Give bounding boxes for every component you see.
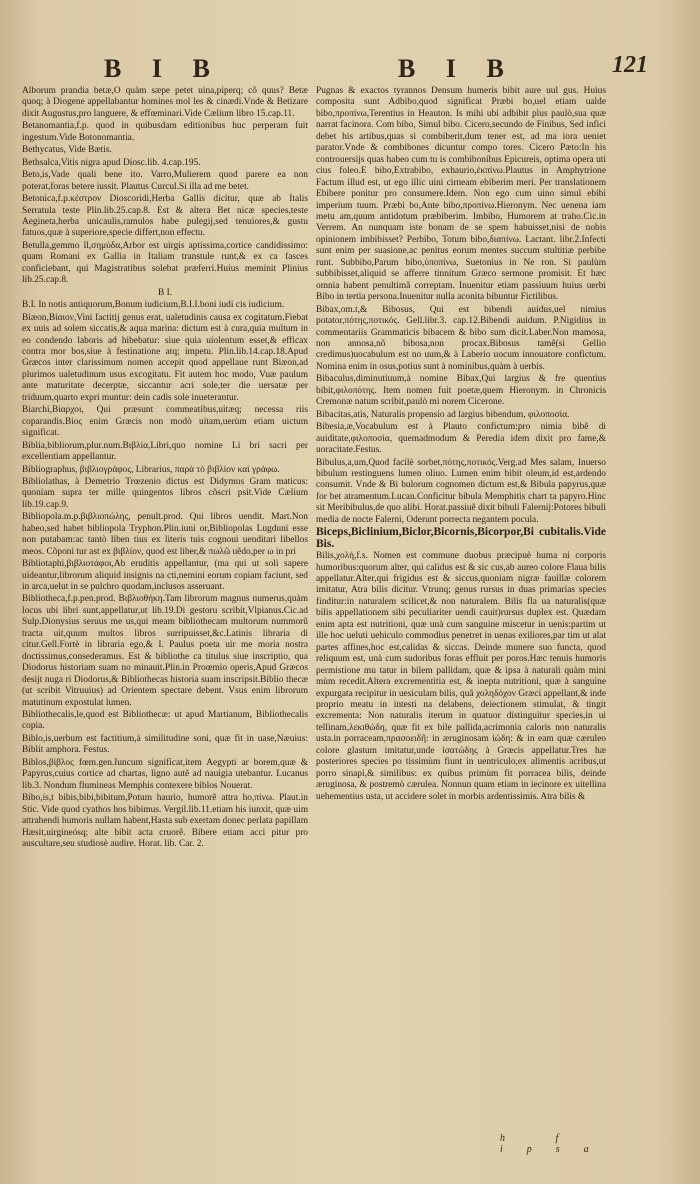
entry: Bibliolathas, à Demetrio Trœzenio dictus est Didymus Gram maticus: quoniam supra ter mille quingentos libros cõscri psit.Vide Cælium lib.19.cap.9. <box>22 476 308 510</box>
entry: Bibliothecalis,le,quod est Bibliothecæ: ut apud Martianum, Bibliothecalis copia. <box>22 710 308 732</box>
entry: Biblia,bibliorum,plur.num.Βιβλία,Libri,quo nomine Li bri sacri per excellentiam appellantur. <box>22 440 308 463</box>
entry: Betanomantia,f.p. quod in quibusdam editionibus huc perperam fuit ingestum.Vide Botonomantia. <box>22 121 308 143</box>
running-head-left: B I B <box>104 54 222 83</box>
entry: B.I. In notis antiquorum,Bonum iudicium,B.I.I.boni iudi cis iudicium. <box>22 300 285 311</box>
entry: Bibax,om.t,& Bibosus, Qui est bibendi auidus,uel nimius potator,πότης,ποτικός. Gell.libr.3. cap.12.Bibendi auidum. P.Nigidius in commentariis Grammaticis bibacem & bibo sum dicit.Laber.Non mamosa, non annosa,nõ bibosa,non procax.Bibosus tamẽ(si Gellio credimus)uocabulum est no uum,& à Laberio uocum innouatore confictum. Nomina enim in osus,potius sunt à nominibus,quàm à uerbis. <box>316 304 606 372</box>
entry: Biblo,is,uerbum est factitium,à similitudine soni, quæ fit in uase,Næuius: Biblit amphora. Festus. <box>22 733 308 756</box>
signature-catchword: h f ipsa <box>500 1133 613 1155</box>
running-head-right: B I B <box>398 54 516 83</box>
right-column <box>316 86 606 804</box>
entry: Bibliotheca,f.p.pen.prod. Βιβλιοθήκη.Tam librorum magnus numerus,quàm locus ubi libri sunt,appellatur,ut lib.19.Di gestoru scribit,Vlpianus.Cic.ad Sulp.Dionysius seruus me us,qui meam bibliothecam multorum nummorũ tracta uit,quum multos libros surripuisset,&c.Latinis libraria di citur.Gell.Fortè in libraria ego,& I. Paulus poeta uir me moria nostra doctissimus,consederamus. Est & bibliothe ca titulus siue inscriptio, qua Diodorus historiam suam no minauit.Plin.in Proœmio operis,Apud Græcos desijt nuga ri Diodorus,& Bibliothecas historia suam inscripsit.Biblio thecæ (ut scribit Vitruuius) ad Orientem spectare debent. Vsus enim librorum matutinum expostulat lumen. <box>22 594 308 708</box>
entry: Bibliographus, βιβλιογράφος, Librarius, παρὰ τὸ βιβλίον καὶ γράφω. <box>22 464 280 475</box>
entry: Biarchi,Βίαρχοι, Qui præsunt commeatibus,uitæq; necessa riis coparandis.Βίος enim Græcis non modò uitam,uerùm etiam uictum significat. <box>22 405 308 439</box>
entry: Betulla,gemmo ll,σημύδα,Arbor est uirgis aptissima,cortice candidissimo: quam Romani ex Gallia in Italiam transtule runt,& ex ca fasces conficiebant, qui Magistratibus solebat præferri.Huius meminit Plinius lib.25.cap.8. <box>22 240 308 286</box>
entry: Bilis,χολή,f.s. Nomen est commune duobus præcipuè huma ni corporis humoribus:quorum alter, qui calidus est & sic cus,ab aureo colore Flaua bilis appellatur.Alter,qui frigidus est & siccus,quoniam nigræ fauillæ colorem imitatur, Atra bilis dicitur. Vtrunq; genus rursus in duas primarias species finditur:in naturalem scilicet,& non naturalem. Bilis fla ua naturalis(quæ bilis appellationem sibi peculiariter uendi cauit)rursus duplex est. Quædam enim apta est nutritioni, quæ unà cum sanguine miscetur in uenis:partim ut ille hoc ueluti uehiculo commodius penetret in uenas exiliores,par tim ut alat partes affines,hoc est,calidas & siccas. Deinde munere suo functa, quod reliquum est, unà cum sudoribus foras effluit per poros.Hæc tenuis humoris permistione mu tatur in bilem pallidam, quæ & ipsa à naturali quàm mini mùm recedit.Altera excrementitia est, & inepta nutritioni, quæ à sanguine expurgata recipitur in uesiculam bilis, quã χοληδόχον Græci appellant,& inde proprio meatu in intesti na delabens, deiectionem stimulat, & tingit excrementa: Non naturalis iterum in quatuor distinguitur species,in ui tellinam,λεκιθώδη, quæ fit ex bile pallida,acrimonia caloris non naturalis usta.in porraceam,πρασοειδῆ: in æruginosam ἰώδη: & in eam quæ cæruleo colore glastum imitatur,unde ἰσατώδης à Græcis appellatur.Tres hæ posteriores species po tissimùm fiunt in uentriculo,ex alimentis acribus,ut porro sinapi,& similibus: ex quibus primùm fit porracea bilis, deinde æruginosa, & postremò cærulea. Nonnun quam etiam in iecinore ex uitellina uehementius usta, ut accidere solet in morbis ardentissimis. Atra bilis & <box>316 551 607 802</box>
left-column <box>22 86 308 851</box>
entry: Bibulus,a,um,Quod facilè sorbet,πότης,ποτικός.Verg.ad Mes salam, Inuerso bibulum restinguens lumen oliuo. Lumen enim bibit oleum,id est,ardendo consumit. Vnde & Bi bulorum cognomen dictum est,& Bibula papyrus,quæ for bet atramentum.Lucan.Conficitur bibula Memphitis chart ta papyro.Hinc sit Meribibulus,de quo alibi. Horat.passiuẽ dixit bibuli Falernij:Potores bibuli media de nocte Falerni, Oderunt porrecta negantem pocula. <box>316 457 606 525</box>
entry: Biblos,βίβλος fœm.gen.Iuncum significat,item Aegypti ar borem,quæ & Papyrus,cuius cortice ad chartas, ligno autẽ ad nauigia utebantur. Lucanus lib.3. Nondum flumineas Memphis contexere biblos Nouerat. <box>22 757 308 791</box>
entry: Bibliopola.m.p.βιβλιοπώλης, penult.prod. Qui libros uendit. Mart.Non habeo,sed habet bibliopola Tryphon.Plin.iuni or,Bibliopolas Lugduni esse non putabam:ac tantò liben tius ex literis tuis cognoui uenditari libellos meos. Cõponi tur ast ex βιβλίον, quod est liber,& πωλῶ uẽdo,per ω in pri <box>22 512 308 557</box>
entry: Bibaculus,diminutiuum,à nomine Bibax,Qui largius & fre quentius bibit,φιλοπότης. Item nomen fuit poetæ,quem Hieronym. in Chronicis Cremonæ natum scribit,paulò mi norem Cicerone. <box>316 374 606 408</box>
entry: Bethsalca,Vitis nigra apud Diosc.lib. 4.cap.195. <box>22 157 201 168</box>
entry: Biæon,Βίαιον,Vini factitij genus erat, ualetudinis causa ex cogitatum.Fiebat ex uuis ad solem siccatis,& aqua marina: dictum est à cura,quia multum in eo condendo laboris ad hibebatur: siue quia uiolentum esset,& efficax contra mor bos,siue à festinatione atq; impetu. Plin.lib.14.cap.18.Apud Græcos inter clarissimum nomen accepit quod appellaue runt Biæon,ad plurimos ualetudinum usus excogitatu. Fit autem hoc modo, Vuæ paulum ante maturitate decerptæ, siccantur acri sole,ter die uersatæ per triduum,quarto expri muntur: dein cadis sole inueterantur. <box>22 312 308 403</box>
entry: Beto,is,Vade quali bene ito. Varro,Mulierem quod parere ea non poterat,foras betere iussit. Plautus Curcul.Si illa ad me betet. <box>22 170 308 192</box>
entry: Bibesia,æ,Vocabulum est à Plauto confictum:pro nimia bibẽ di auiditate,φιλοποσία, quemadmodum & Peredia idem dixit pro fame,& uoracitate.Festus. <box>316 422 606 456</box>
entry: Bethycatus, Vide Bætis. <box>22 145 112 156</box>
entry: Betonica,f.p.κέστρον Dioscoridi,Herba Gallis dicitur, quæ ab Italis Serratula teste Plin.lib.25.cap.8. Est & altera Bet nicæ species,teste Aegineta,herba unicaulis,ramulos habe pulegij,sed tenuiores,& gustu fatuos,quæ à superiore,specie differt,non effectu. <box>22 194 308 239</box>
entry: Pugnas & exactos tyrannos Densum humeris bibit aure uul gus. Huius composita sunt Adbibo,quod significat Præbi bo,uel etiam ualde bibo,προπίνω,Terentius in Heauton. Is mihi ubi adbibit plus paulò,sua quæ narrat facinora. Com bibo, Simul bibo. Cicero,secundo de Finibus, Sed infici debet his artibus,quas si combiberit,dum tener est, ad ma iora ueniet parator.Vnde & combibones dicuntur compo tores. Cicero Pæto:In his controuersijs quas habeo cum tu is combibonibus Epicureis, optima opera uti cius foleo.E bibo,Extrabibo, exhaurio,ἐκπίνω.Plautus in Amphytrione Factum illud est, ut ego illic uini cirneam ebiberim meri. Per translationem Ebibere ponitur pro consumere.Idem. Non ego cum uino simul ebibi imperium tuum. Præbi bo,Ante bibo,προπίνω.Hieronym. Nec uenena iam metu am,quum antidotum præbiberim. Imbibo, Humorem at traho.Cic.in Verrem. An nunquam iste bonam de se spem habuisset,nisi de nobis opinionem imbibisset? Perbibo, Totum bibo,διαπίνω. Lactant. libr.2.Infecti sunt enim per suasione,ac penitus eorum mentes succum stultitiæ perbibe runt. Subbibo,Parum bibo,ὑποπίνω, Suetonius in Ne ron. Si paulùm subbibisset,aliquid se afferre tinnitum Græco sermone promisit. Et hæc omnia habent penultimã correptam. Inuenitur etiam passiuum huius uerbi Bibo in tertia persona.Inuenitur nulla aconita bibuntur Fictilibus. <box>316 86 606 303</box>
entry: Bibliotaphi,βιβλιοτάφοι,Ab eruditis appellantur, (ma qui ut soli sapere uideantur,librorum aliquid insignis na cti,nemini eorum copiam faciunt, sed in arca,uelut in se pulchro quodam,inclusos asseruant. <box>22 559 308 593</box>
section-letter: B I. <box>157 287 173 298</box>
entry: Bibo,is,t bibis,bibi,bibitum,Potum haurio, humorẽ attra ho,πίνω. Plaut.in Stic. Vide quod cyathos hos bibimus. Vergil.lib.11.etiam his iunxit, quæ uim attrahendi humoris nullam habent,Hasta sub exertam donec perlata papillam Hæsit,uirgineósq; alte bibit acta cruorẽ. Bibere etiam acci pitur pro auscultare,seu studiosè audire. Horat. lib. Car. 2. <box>22 793 308 849</box>
entry: Alborum prandia betæ,O quàm sæpe petet uina,piperq; cõ quus? Betæ quoq; à Diogene appellabantur homines mol les & cinædi.Vnde & Betizare dixit Augustus,pro languere, & effœminari.Vide Cælium libro 15.cap.11. <box>22 86 308 119</box>
entry: Bibacitas,atis, Naturalis propensio ad largius bibendum, φιλοποσία. <box>316 409 570 420</box>
page-number: 121 <box>612 52 648 78</box>
entry-heading: Biceps,Biclinium,Biclor,Bicornis,Bicorpor,Bi cubitalis.Vide Bis. <box>316 526 606 550</box>
